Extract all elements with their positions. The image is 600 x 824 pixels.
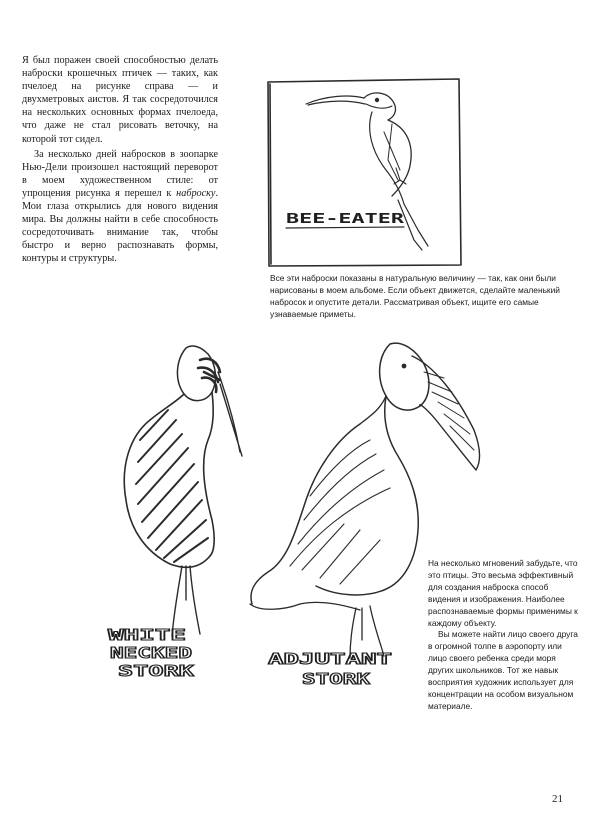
adjutant-stork-label-line-2: STORK	[302, 670, 370, 688]
white-necked-stork-label-line-3: STORK	[118, 662, 194, 680]
bee-eater-label-text: BEE-EATER	[286, 212, 405, 227]
paragraph-2-italic: наброску	[176, 187, 216, 199]
caption-right	[428, 558, 580, 713]
paragraph-2-start: За несколько дней набросков в зоопарке Нью-Дели произошел настоящий переворот в моем художественном стиле: от упрощения рисунка я перешел к	[22, 148, 218, 199]
caption-right-paragraph-2: Вы можете найти лицо своего друга в огромной толпе в аэропорту или лицо своего ребенка среди моря других школьников. Тот же навык восприятия художник использует для концентрации на особом визуальном материале.	[428, 629, 578, 711]
white-necked-stork-label-line-2: NECKED	[110, 644, 192, 662]
caption-right-paragraph-1: На несколько мгновений забудьте, что это птицы. Это весьма эффективный для создания наброска способ видения и изображения. Наиболее распознаваемые формы применимы к каждому объекту.	[428, 558, 578, 628]
paragraph-2-end: . Мои глаза открылись для нового видения мира. Вы должны найти в себе способность сосредоточивать внимание так, чтобы быстро и верно распознавать формы, контуры и структуры.	[22, 187, 218, 265]
page-number: 21	[552, 793, 563, 805]
paragraph-1: Я был поражен своей способностью делать наброски крошечных птичек — таких, как пчелоед на рисунке справа — и двухметровых аистов. Я так сосредоточился на нескольких основных формах пчелоеда, что даже не стал рисовать веточку, на которой тот сидел.	[22, 55, 218, 145]
adjutant-stork-label-line-1: ADJUTANT	[268, 650, 392, 668]
white-necked-stork-label-line-1: WHITE	[108, 626, 186, 644]
caption-top: Все эти наброски показаны в натуральную величину — так, как они были нарисованы в моем альбоме. Если объект движется, сделайте маленький набросок и опустите детали. Рассматривая объект, ищите его самые узнаваемые приметы.	[270, 273, 560, 320]
